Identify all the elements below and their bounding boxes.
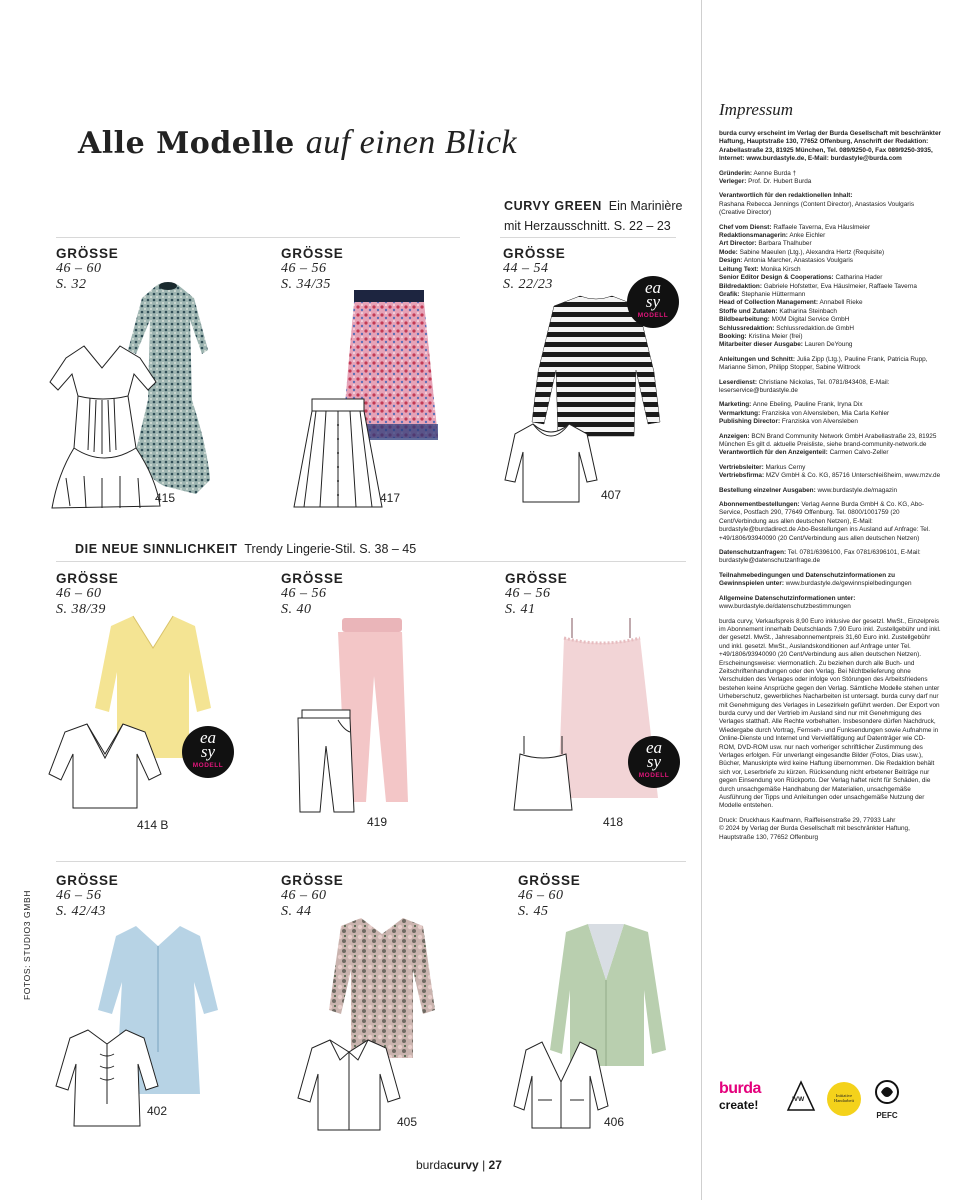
photo-credit: FOTOS: STUDIO3 GMBH xyxy=(22,890,32,1000)
model-number: 406 xyxy=(604,1115,625,1129)
item-405[interactable]: GRÖSSE 46 – 60 S. 44 xyxy=(281,873,344,919)
model-number: 418 xyxy=(603,815,624,829)
section-curvy-green-line1: CURVY GREEN Ein Marinière xyxy=(504,199,683,213)
divider xyxy=(56,861,686,862)
page-ref: S. 44 xyxy=(281,904,312,919)
size-range: 46 – 60 xyxy=(56,261,102,276)
page-ref: S. 41 xyxy=(505,602,536,617)
page-ref: S. 22/23 xyxy=(503,277,553,292)
model-number: 414 B xyxy=(137,818,169,832)
easy-model-badge: ea sy MODELL xyxy=(182,726,234,778)
item-414b[interactable]: GRÖSSE 46 – 60 S. 38/39 xyxy=(56,571,119,617)
size-range: 46 – 60 xyxy=(281,888,327,903)
tunic-technical-drawing xyxy=(52,1024,162,1130)
page-ref: S. 34/35 xyxy=(281,277,331,292)
page-ref: S. 45 xyxy=(518,904,549,919)
item-402[interactable]: GRÖSSE 46 – 56 S. 42/43 xyxy=(56,873,119,919)
pefc-logo: PEFC xyxy=(872,1080,906,1120)
size-range: 46 – 60 xyxy=(518,888,564,903)
initiative-handarbeit-logo: Initiative Handarbeit xyxy=(827,1082,861,1116)
ivw-logo: IVW xyxy=(786,1080,816,1120)
impressum-title: Impressum xyxy=(719,100,793,119)
page-ref: S. 38/39 xyxy=(56,602,106,617)
skirt-technical-drawing xyxy=(292,395,384,513)
model-number: 417 xyxy=(380,491,401,505)
model-number: 407 xyxy=(601,488,622,502)
size-range: 46 – 56 xyxy=(281,261,327,276)
item-417[interactable]: GRÖSSE 46 – 56 S. 34/35 xyxy=(281,246,344,292)
size-range: 46 – 60 xyxy=(56,586,102,601)
model-number: 419 xyxy=(367,815,388,829)
size-range: 46 – 56 xyxy=(281,586,327,601)
impressum-text: burda curvy erscheint im Verlag der Burda Gesellschaft mit beschränkter Haftung, Hauptstraße 130, 77652 Offenburg, Anschrift der Redaktion: Arabellastraße 23, 81925 München, Tel. 089/9250-0, Fax 089/9250-3935, Internet: www.burdastyle.de, E-Mail: burdastyle@burda.com Gründerin: Aenne Burda † Verleger: Prof. Dr. Hubert Burda Verantwortlich für den redaktionellen Inhalt: Rashana Rebecca Jennings (Content Director), Anastasios Voulgaris (Creative Director) Chef vom Dienst: Raffaele Taverna, Eva Häuslmeier Redaktionsmanagerin: Anke Eichler Art Director: Barbara Thalhuber Mode: Sabine Maeulen (Ltg.), Alexandra Hertz (Requisite) Design: Antonia Marcher, Anastasios Voulgaris Leitung Text: Monika Kirsch Senior Editor Design & Cooperations: Catharina Hader Bildredaktion: Gabriele Hofstetter, Eva Häuslmeier, Raffaele Taverna Grafik: Stephanie Hüttermann Head of Collection Management: Annabell Rieke Stoffe und Zutaten: Katharina Steinbach Bildbearbeitung: MXM Digital Service GmbH Schlussredaktion: Schlussredaktion.de GmbH Booking: Kristina Meier (frei) Mitarbeiter dieser Ausgabe: Lauren DeYoung Anleitungen und Schnitt: Julia Zipp (Ltg.), Pauline Frank, Patricia Rupp, Marianne Simon, Philipp Stopper, Sabine Wittrock Leserdienst: Christiane Nickolas, Tel. 0781/843408, E-Mail: leserservice@burdastyle.de Marketing: Anne Ebeling, Pauline Frank, Iryna Dix Vermarktung: Franziska von Alvensleben, Mia Carla Kehler Publishing Director: Franziska von Alvensleben Anzeigen: BCN Brand Community Network GmbH Arabellastraße 23, 81925 München Es gilt d. aktuelle Preisliste, siehe brand-community-network.de Verantwortlich für den Anzeigenteil: Carmen Calvo-Zeller Vertriebsleiter: Markus Cerny Vertriebsfirma: MZV GmbH & Co. KG, 85716 Unterschleißheim, www.mzv.de Bestellung einzelner Ausgaben: www.burdastyle.de/magazin Abonnementbestellungen: Verlag Aenne Burda GmbH & Co. KG, Abo-Service, Postfach 290, 77649 Offenburg. Tel. 0800/1001759 (20 Cent/Verbindung aus allen deutschen Netzen), E-Mail: burdastyle@burdadirect.de Abo-Bestellungen ins Ausland auf Anfrage: Tel. +49/1806/93940090 (20 Cent/Verbindung aus allen deutschen Netzen) Datenschutzanfragen: Tel. 0781/6396100, Fax 0781/6396101, E-Mail: burdastyle@datenschutzanfrage.de Teilnahmebedingungen und Datenschutzinformationen zu Gewinnspielen unter: www.burdastyle.de/gewinnspielbedingungen Allgemeine Datenschutzinformationen unter: www.burdastyle.de/datenschutzbestimmungen burda curvy, Verkaufspreis 8,90 Euro inklusive der gesetzl. MwSt., Einzelpreis im Abonnement innerhalb Deutschlands 7,90 Euro inkl. Zustellgebühr und inkl. der gesetzl. MwSt., Jahresabonnementpreis 31,60 Euro inkl. Zustellgebühr und inkl. gesetzl. MwSt., Auslandskonditionen auf Anfrage unter Tel. +49/1806/93940090 (20 Cent/Verbindung aus allen deutschen Netzen). Erscheinungsweise: viermonatlich. Zu beziehen durch alle Buch- und Zeitschriftenhandlungen oder den Verlag. Bei Nichtbelieferung ohne Verschulden des Verlages oder infolge von Störungen des Arbeitsfriedens bestehen keine Ansprüche gegen den Verlag. Sämtliche Modelle stehen unter Urheberschutz, gewerbliches Nacharbeiten ist untersagt. burda curvy darf nur mit Genehmigung des Verlages in Lesezirkeln geführt werden. Der Export von burda curvy und der Vertrieb im Ausland sind nur mit Genehmigung des Verlages statthaft. Alle Rechte vorbehalten. Insbesondere dürfen Nachdruck, Wiedergabe durch Vortrag, Fernseh- und Funksendungen sowie Aufnahme in Online-Dienste und Internet und Vervielfältigung auf Datenträger wie CD-ROM, DVD-ROM usw. nur nach vorheriger schriftlicher Zustimmung des Verlages erfolgen. Für unverlangt eingesandte Bilder (Fotos, Dias usw.), Bücher, Manuskripte wird keine Haftung übernommen. Die Redaktion behält sich vor, Leserbriefe zu kürzen. Rücksendung nicht erbetener Beiträge nur gegen Einsendung von Rückporto. Der Verlag haftet nicht für Schäden, die durch unsachgemäße Handhabung der Materialien, unsachgemäße Ausführung der Tipps und Anleitungen oder unsachgemäße Nutzung der Modelle entstehen. Druck: Druckhaus Kaufmann, Raiffeisenstraße 29, 77933 Lahr © 2024 by Verlag der Burda Gesellschaft mit beschränkter Haftung, Hauptstraße 130, 77652 Offenburg xyxy=(719,130,941,841)
section-sinnlichkeit: DIE NEUE SINNLICHKEIT Trendy Lingerie-Stil. S. 38 – 45 xyxy=(75,542,417,556)
model-number: 402 xyxy=(147,1104,168,1118)
size-range: 46 – 56 xyxy=(56,888,102,903)
model-number: 405 xyxy=(397,1115,418,1129)
item-407[interactable]: GRÖSSE 44 – 54 S. 22/23 xyxy=(503,246,566,292)
divider xyxy=(500,237,676,238)
top-technical-drawing xyxy=(503,418,599,506)
pants-technical-drawing xyxy=(294,706,358,816)
easy-model-badge: ea sy MODELL xyxy=(627,276,679,328)
item-406[interactable]: GRÖSSE 46 – 60 S. 45 xyxy=(518,873,581,919)
blazer-technical-drawing xyxy=(512,1036,610,1132)
page-ref: S. 42/43 xyxy=(56,904,106,919)
divider xyxy=(56,237,460,238)
shirt-technical-drawing xyxy=(294,1034,404,1134)
item-418[interactable]: GRÖSSE 46 – 56 S. 41 xyxy=(505,571,568,617)
easy-model-badge: ea sy MODELL xyxy=(628,736,680,788)
size-range: 46 – 56 xyxy=(505,586,551,601)
size-range: 44 – 54 xyxy=(503,261,549,276)
item-419[interactable]: GRÖSSE 46 – 56 S. 40 xyxy=(281,571,344,617)
burda-create-logo[interactable]: burda create! xyxy=(719,1080,761,1112)
column-divider xyxy=(701,0,702,1200)
divider xyxy=(56,561,686,562)
camisole-technical-drawing xyxy=(510,732,576,816)
dress-technical-drawing xyxy=(44,338,162,513)
page-ref: S. 40 xyxy=(281,602,312,617)
page-ref: S. 32 xyxy=(56,277,87,292)
model-number: 415 xyxy=(155,491,176,505)
page-number: 27 xyxy=(488,1158,502,1172)
page-footer: burdacurvy | 27 xyxy=(416,1158,502,1172)
section-curvy-green-line2: mit Herzausschnitt. S. 22 – 23 xyxy=(504,219,671,233)
blouse-technical-drawing xyxy=(45,718,165,814)
item-415[interactable]: GRÖSSE 46 – 60 S. 32 xyxy=(56,246,119,292)
page-title: Alle Modelle auf einen Blick xyxy=(78,124,518,161)
